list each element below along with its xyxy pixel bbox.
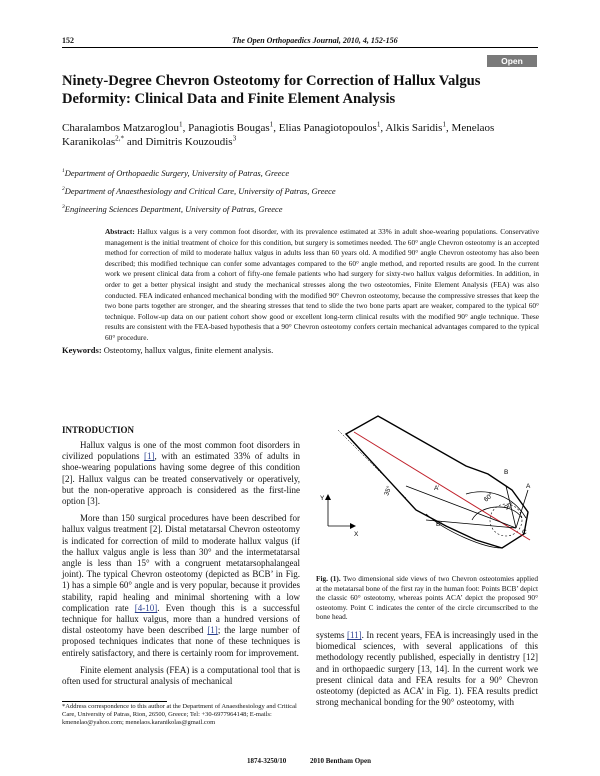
- paragraph: [316, 630, 538, 708]
- keywords: [62, 345, 538, 355]
- text-run: ; the large number of proposed techniques indicates that none of these techniques is entirely satisfactory, and there is certainly room for improvement.: [62, 625, 300, 658]
- bone-base-contour: [426, 514, 502, 548]
- text-run: More than 150 surgical procedures have been described for hallux valgus treatment [2]. Distal metatarsal Chevron osteotomy is indicated for correction of mild to moderate hallux valgus (if the hallux valgus angle is less than 30° and the intermetatarsal angle is less than 15° with a congruent metatarsophalangeal joint). The typical Chevron osteotomy (depicted as BCB’ in Fig. 1) has a simple 60° angle and is very popular, because it provides stability, rapid healing and minimal shortening with a low complication rate: [62, 513, 300, 613]
- dimension-line: [338, 430, 406, 498]
- citation-link[interactable]: [1]: [144, 451, 155, 462]
- journal-citation: The Open Orthopaedics Journal, 2010, 4, 152-156: [232, 36, 398, 45]
- author-list: Charalambos Matzaroglou$^1$, Panagiotis Bougas$^1$, Elias Panagiotopoulos$^1$, Alkis Saridis$^1$, Menelaos Karanikolas$^{2,*}$ and Dimitris Kouzoudis$^3$: [62, 120, 495, 148]
- point-label-B: B: [504, 469, 509, 476]
- page-number: 152: [62, 36, 74, 45]
- citation-link[interactable]: [11]: [347, 630, 362, 640]
- figure-caption-text: Two dimensional side views of two Chevron osteotomies applied at the metatarsal bone of the first ray in the human foot: Points BCB’ depict the classic 60° osteotomy, whereas points ACA’ depict the proposed 90° osteotomy. Point C indicates the center of the circle circumscribed to the bone head.: [316, 574, 538, 622]
- footnote-rule: [62, 701, 167, 702]
- author: Dimitris Kouzoudis$^3$: [145, 134, 237, 148]
- text-run: , with an estimated 33% of adults in shoe-wearing populations having some degree of this condition [2]. Hallux valgus can be treated conservatively or operatively, but the non-operative approach is considered as the first-line option [3].: [62, 451, 300, 507]
- open-access-badge: Open Access: [487, 55, 537, 67]
- author: Panagiotis Bougas$^1$: [188, 120, 274, 134]
- paragraph: [62, 440, 300, 507]
- introduction-heading: INTRODUCTION: [62, 425, 135, 435]
- author: Alkis Saridis$^1$: [385, 120, 447, 134]
- author: Menelaos Karanikolas$^{2,*}$: [62, 122, 495, 148]
- y-axis-arrow: [325, 494, 331, 500]
- author: Charalambos Matzaroglou$^1$: [62, 120, 183, 134]
- left-column: [62, 440, 300, 693]
- angle-label-90: 90°: [503, 500, 516, 512]
- abstract-label: Abstract:: [105, 227, 135, 236]
- affiliation: $^1$Department of Orthopaedic Surgery, University of Patras, Greece: [62, 168, 290, 178]
- point-label-A: A: [526, 483, 531, 490]
- abstract: [105, 227, 539, 344]
- issn: 1874-3250/10: [247, 757, 287, 765]
- paper-title: Ninety-Degree Chevron Osteotomy for Correction of Hallux Valgus Deformity: Clinical Data and Finite Element Analysis: [62, 73, 481, 107]
- abstract-text: Hallux valgus is a very common foot disorder, with its prevalence estimated at 33% in adult shoe-wearing populations. Conservative management is the initial treatment of choice for this condition, but surgery is sometimes needed. The 60° angle Chevron osteotomy is an accepted method for correction of mild to moderate hallux valgus in adults less than 60 years old. A modified 90° angle Chevron osteotomy has also been described; this modified technique can confer some advantages compared to the 60° angle method, and reported results are good. In the current work we present clinical data from a cohort of fifty-one female patients who had surgery for sixty-two hallux valgus deformities. In addition, in order to get a better physical insight and study the mechanical stresses along the two osteotomies, Finite Element Analysis (FEA) was also conducted. FEA indicated enhanced mechanical bonding with the modified 90° Chevron osteotomy, because the compressive stresses that keep the two bone parts together are stronger, and the shearing stresses that tend to slide the two bone parts apart are weaker, compared to the typical 60° technique. Follow-up data on our patient cohort show good or excellent long-term clinical results with the modified 90° angle technique. These results are consistent with the FEA-based hypothesis that a 90° Chevron osteotomy confers certain mechanical advantages compared to the typical 60° procedure.: [105, 227, 539, 342]
- citation-link[interactable]: [1]: [207, 625, 218, 636]
- correspondence-footnote: *Address correspondence to this author at the Department of Anaesthesiology and Critical Care, University of Patras, Rion, 26500, Greece; Tel: +30-6977964148; E-mails: kmenelao@yahoo.com; menelaos.karanikolas@gmail.com: [62, 703, 297, 726]
- angle-label-35: 35°: [383, 485, 394, 497]
- header-rule: [62, 47, 538, 48]
- paragraph: [62, 513, 300, 659]
- text-run: systems: [316, 630, 347, 640]
- affiliation: $^2$Department of Anaesthesiology and Critical Care, University of Patras, Greece: [62, 186, 336, 196]
- citation-link[interactable]: [4-10]: [134, 602, 158, 613]
- figure-caption: [316, 574, 538, 622]
- text-run: Finite element analysis (FEA) is a computational tool that is often used for structural analysis of mechanical: [62, 664, 300, 687]
- text-run: . Even though this is a successful technique for hallux valgus, more than a hundred versions of distal osteotomy have been described: [62, 602, 300, 636]
- point-label-B-prime: B’: [436, 521, 442, 528]
- keywords-text: Osteotomy, hallux valgus, finite element analysis.: [103, 345, 274, 355]
- x-axis-arrow: [350, 523, 356, 529]
- figure-1: [316, 408, 538, 558]
- publisher-copyright: 2010 Bentham Open: [310, 757, 372, 765]
- author: Elias Panagiotopoulos$^1$: [278, 120, 381, 134]
- right-column: [316, 630, 538, 714]
- paragraph: [62, 665, 300, 687]
- keywords-label: Keywords:: [62, 345, 102, 355]
- text-run: . In recent years, FEA is increasingly used in the biomedical sciences, with several applications of this methodology recently published, especially in dentistry [12] and in orthopaedic surgery [13, 14]. In the current work we present clinical data and FEA results for a 90° Chevron osteotomy (depicted as ACA’ in Fig. 1). FEA results predict strong mechanical bonding for the 90° osteotomy, with: [316, 630, 538, 708]
- affiliation: $^3$Engineering Sciences Department, University of Patras, Greece: [62, 204, 283, 214]
- angle-label-60: 60°: [482, 491, 495, 504]
- point-label-A-prime: A’: [434, 485, 440, 492]
- point-label-C: C: [522, 529, 527, 536]
- metatarsal-bone-outline: [346, 416, 528, 548]
- figure-caption-label: Fig. (1).: [316, 574, 341, 583]
- axis-label-x: X: [354, 531, 359, 538]
- text-run: Hallux valgus is one of the most common foot disorders in civilized populations: [62, 440, 300, 462]
- axis-label-y: Y: [320, 495, 325, 502]
